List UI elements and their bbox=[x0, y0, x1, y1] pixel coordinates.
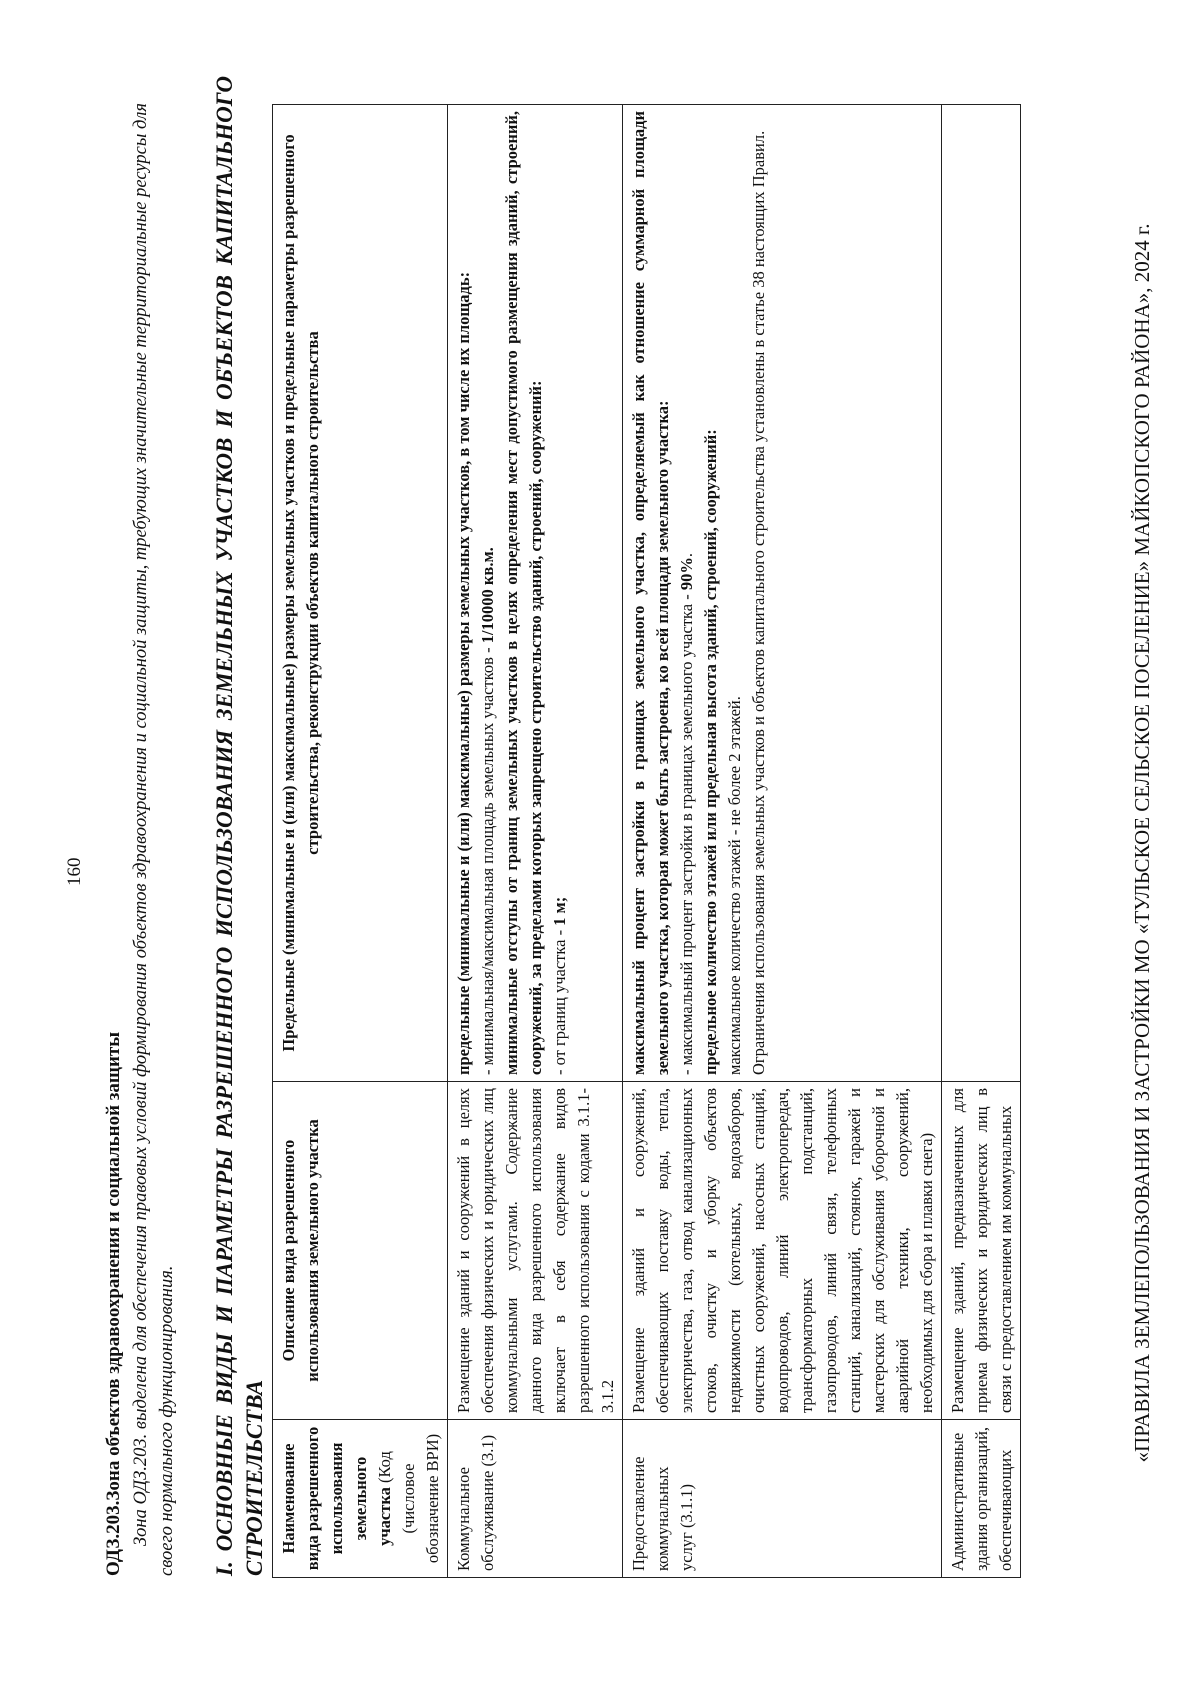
table-row bbox=[942, 105, 1021, 1578]
header-name-label: Наименование вида разрешенного использования земельного участка bbox=[279, 1426, 394, 1571]
header-name-column bbox=[273, 1420, 448, 1578]
param-text: - от границ участка - bbox=[550, 929, 569, 1075]
param-heading: минимальные отступы от границ земельных участков в целях определения мест допустимого размещения зданий, строений, сооружений, за пределами которых запрещено строительство зданий, строений, сооружений: bbox=[502, 111, 545, 1075]
document-footer: «ПРАВИЛА ЗЕМЛЕПОЛЬЗОВАНИЯ И ЗАСТРОЙКИ МО «ТУЛЬСКОЕ СЕЛЬСКОЕ ПОСЕЛЕНИЕ» МАЙКОПСКОГО РАЙОНА», 2024 г. bbox=[1130, 223, 1154, 1463]
zone-description: Зона ОДЗ.203. выделена для обеспечения правовых условий формирования объектов здравоохранения и социальной защиты, требующих значительные территориальные ресурсы для своего нормального функционирования. bbox=[131, 102, 177, 1576]
param-line bbox=[675, 111, 699, 1075]
param-heading: предельные (минимальные и (или) максимальные) размеры земельных участков, в том числе их площадь: bbox=[454, 271, 473, 1075]
param-line bbox=[548, 111, 572, 1075]
page-number: 160 bbox=[64, 857, 85, 886]
table-row bbox=[623, 105, 942, 1578]
param-value: 90% bbox=[677, 557, 696, 591]
header-params-column: Предельные (минимальные и (или) максимальные) размеры земельных участков и предельные параметры разрешенного строительства, реконструкции объектов капитального строительства bbox=[273, 105, 448, 1082]
zone-title: ОДЗ.203.Зона объектов здравоохранения и социальной защиты bbox=[103, 1031, 124, 1576]
param-line: Ограничения использования земельных участков и объектов капитального строительства установлены в статье 38 настоящих Правил. bbox=[749, 130, 768, 1075]
param-text: - минимальная/максимальная площадь земельных участков - bbox=[478, 647, 497, 1075]
row-name-cell: Административные здания организаций, обеспечивающих bbox=[942, 1420, 1021, 1578]
row-name-cell: Коммунальное обслуживание (3.1) bbox=[448, 1420, 623, 1578]
param-text-end: . bbox=[677, 553, 696, 558]
section-heading: I. ОСНОВНЫЕ ВИДЫ И ПАРАМЕТРЫ РАЗРЕШЕННОГО ИСПОЛЬЗОВАНИЯ ЗЕМЕЛЬНЫХ УЧАСТКОВ И ОБЪЕКТОВ КАПИТАЛЬНОГО СТРОИТЕЛЬСТВА bbox=[212, 76, 267, 1576]
param-heading: максимальный процент застройки в границах земельного участка, определяемый как отношение суммарной площади земельного участка, которая может быть застроена, ко всей площади земельного участка: bbox=[629, 111, 672, 1075]
param-heading: предельное количество этажей или предельная высота зданий, строений, сооружений: bbox=[701, 429, 720, 1075]
row-params-cell bbox=[448, 105, 623, 1082]
param-text: - максимальный процент застройки в границах земельного участка - bbox=[677, 594, 696, 1075]
row-description-cell: Размещение зданий, предназначенных для приема физических и юридических лиц в связи с предоставлением им коммунальных bbox=[942, 1082, 1021, 1420]
header-code-label: (Код (числовое обозначение ВРИ) bbox=[375, 1433, 442, 1564]
table-header-row bbox=[273, 105, 448, 1578]
param-line: максимальное количество этажей - не более 2 этажей. bbox=[725, 696, 744, 1075]
param-value: 1 м; bbox=[550, 896, 569, 926]
row-params-cell bbox=[623, 105, 942, 1082]
row-params-cell bbox=[942, 105, 1021, 1082]
param-line bbox=[476, 111, 500, 1075]
table-row bbox=[448, 105, 623, 1578]
permitted-use-table bbox=[272, 104, 1021, 1578]
row-description-cell: Размещение зданий и сооружений в целях обеспечения физических и юридических лиц коммунальными услугами. Содержание данного вида разрешенного использования включает в себя содержание видов разрешенного использования с кодами 3.1.1-3.1.2 bbox=[448, 1082, 623, 1420]
header-description-column: Описание вида разрешенного использования земельного участка bbox=[273, 1082, 448, 1420]
row-description-cell: Размещение зданий и сооружений, обеспечивающих поставку воды, тепла, электричества, газа, отвод канализационных стоков, очистку и уборку объектов недвижимости (котельных, водозаборов, очистных сооружений, насосных станций, водопроводов, линий электропередач, трансформаторных подстанций, газопроводов, линий связи, телефонных станций, канализаций, стоянок, гаражей и мастерских для обслуживания уборочной и аварийной техники, сооружений, необходимых для сбора и плавки снега) bbox=[623, 1082, 942, 1420]
row-name-cell: Предоставление коммунальных услуг (3.1.1) bbox=[623, 1420, 942, 1578]
param-value: 1/10000 кв.м. bbox=[478, 547, 497, 644]
